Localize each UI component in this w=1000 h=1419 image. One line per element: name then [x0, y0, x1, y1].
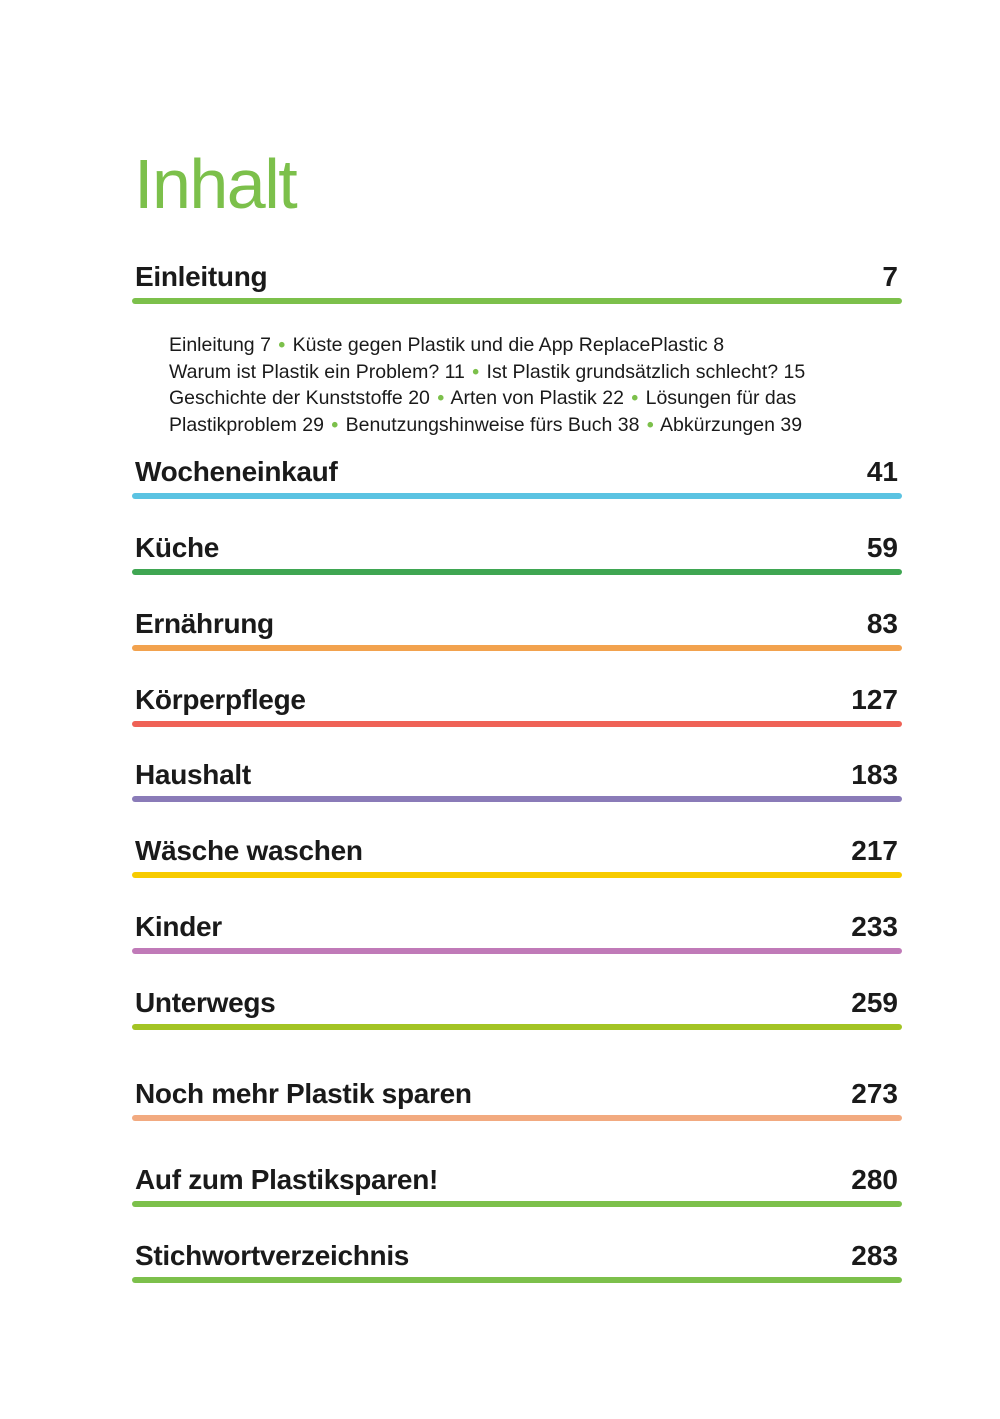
toc-entry-divider	[132, 1201, 902, 1207]
bullet-separator-icon: •	[631, 387, 639, 409]
toc-entry[interactable]	[132, 755, 902, 805]
toc-entry-title: Unterwegs	[135, 987, 276, 1018]
toc-entry[interactable]	[132, 604, 902, 654]
page-title: Inhalt	[134, 145, 297, 223]
subsection-link[interactable]: Lösungen für das	[645, 387, 797, 409]
subsection-link[interactable]: Plastikproblem 29	[169, 413, 324, 436]
toc-entry-title: Einleitung	[135, 261, 268, 292]
toc-entry-page-number: 127	[851, 684, 898, 715]
toc-entry-divider	[132, 948, 902, 954]
introduction-subsections	[169, 332, 869, 438]
subsection-link[interactable]: Ist Plastik grundsätzlich schlecht? 15	[486, 360, 806, 383]
toc-entry[interactable]	[132, 528, 902, 578]
toc-entry[interactable]	[132, 1236, 902, 1286]
bullet-separator-icon: •	[278, 334, 286, 356]
toc-entry-page-number: 259	[851, 987, 898, 1018]
toc-entry-divider	[132, 298, 902, 304]
toc-entry-page-number: 7	[882, 261, 898, 292]
toc-entry-divider	[132, 872, 902, 878]
toc-entry-page-number: 183	[851, 759, 898, 790]
toc-entry[interactable]	[132, 831, 902, 881]
subsection-link[interactable]: Küste gegen Plastik und die App ReplacePlastic 8	[292, 334, 725, 356]
toc-entry-title: Ernährung	[135, 608, 274, 639]
bullet-separator-icon: •	[646, 413, 654, 436]
subsection-line	[169, 359, 869, 386]
toc-entry-title: Kinder	[135, 911, 222, 942]
subsection-link[interactable]: Geschichte der Kunststoffe 20	[169, 387, 430, 409]
subsection-link[interactable]: Einleitung 7	[169, 334, 271, 356]
toc-entry[interactable]	[132, 1074, 902, 1124]
toc-entry[interactable]	[132, 983, 902, 1033]
toc-entry-divider	[132, 493, 902, 499]
toc-entry-page-number: 233	[851, 911, 898, 942]
subsection-line	[169, 412, 869, 439]
toc-entry-title: Noch mehr Plastik sparen	[135, 1078, 472, 1109]
toc-entry-page-number: 273	[851, 1078, 898, 1109]
toc-entry-page-number: 59	[866, 532, 898, 563]
subsection-link[interactable]: Benutzungshinweise fürs Buch 38	[345, 413, 640, 436]
toc-entry-page-number: 283	[851, 1240, 898, 1271]
toc-entry-title: Küche	[135, 532, 220, 563]
toc-entry-divider	[132, 721, 902, 727]
toc-entry-divider	[132, 645, 902, 651]
subsection-line	[169, 332, 869, 359]
bullet-separator-icon: •	[437, 387, 445, 409]
toc-entry[interactable]	[132, 680, 902, 730]
subsection-line	[169, 385, 869, 412]
toc-entry-title: Haushalt	[135, 759, 251, 790]
subsection-link[interactable]: Arten von Plastik 22	[450, 387, 624, 409]
toc-entry[interactable]	[132, 1160, 902, 1210]
toc-entry[interactable]	[132, 257, 902, 307]
toc-entry-title: Stichwortverzeichnis	[135, 1240, 410, 1271]
bullet-separator-icon: •	[331, 413, 339, 436]
toc-entry-divider	[132, 569, 902, 575]
toc-entry[interactable]	[132, 452, 902, 502]
toc-entry-page-number: 280	[851, 1164, 898, 1195]
toc-entry-page-number: 217	[851, 835, 898, 866]
toc-entry-title: Wäsche waschen	[135, 835, 363, 866]
toc-entry-title: Wocheneinkauf	[135, 456, 338, 487]
toc-entry-title: Auf zum Plastiksparen!	[135, 1164, 439, 1195]
toc-entry-page-number: 83	[866, 608, 898, 639]
subsection-link[interactable]: Abkürzungen 39	[660, 413, 803, 436]
subsection-link[interactable]: Warum ist Plastik ein Problem? 11	[169, 360, 465, 383]
toc-entry-divider	[132, 1024, 902, 1030]
toc-entry-divider	[132, 796, 902, 802]
toc-entry-divider	[132, 1277, 902, 1283]
bullet-separator-icon: •	[472, 360, 480, 383]
toc-entry-divider	[132, 1115, 902, 1121]
toc-entry[interactable]	[132, 907, 902, 957]
toc-entry-page-number: 41	[866, 456, 898, 487]
toc-entry-title: Körperpflege	[135, 684, 306, 715]
